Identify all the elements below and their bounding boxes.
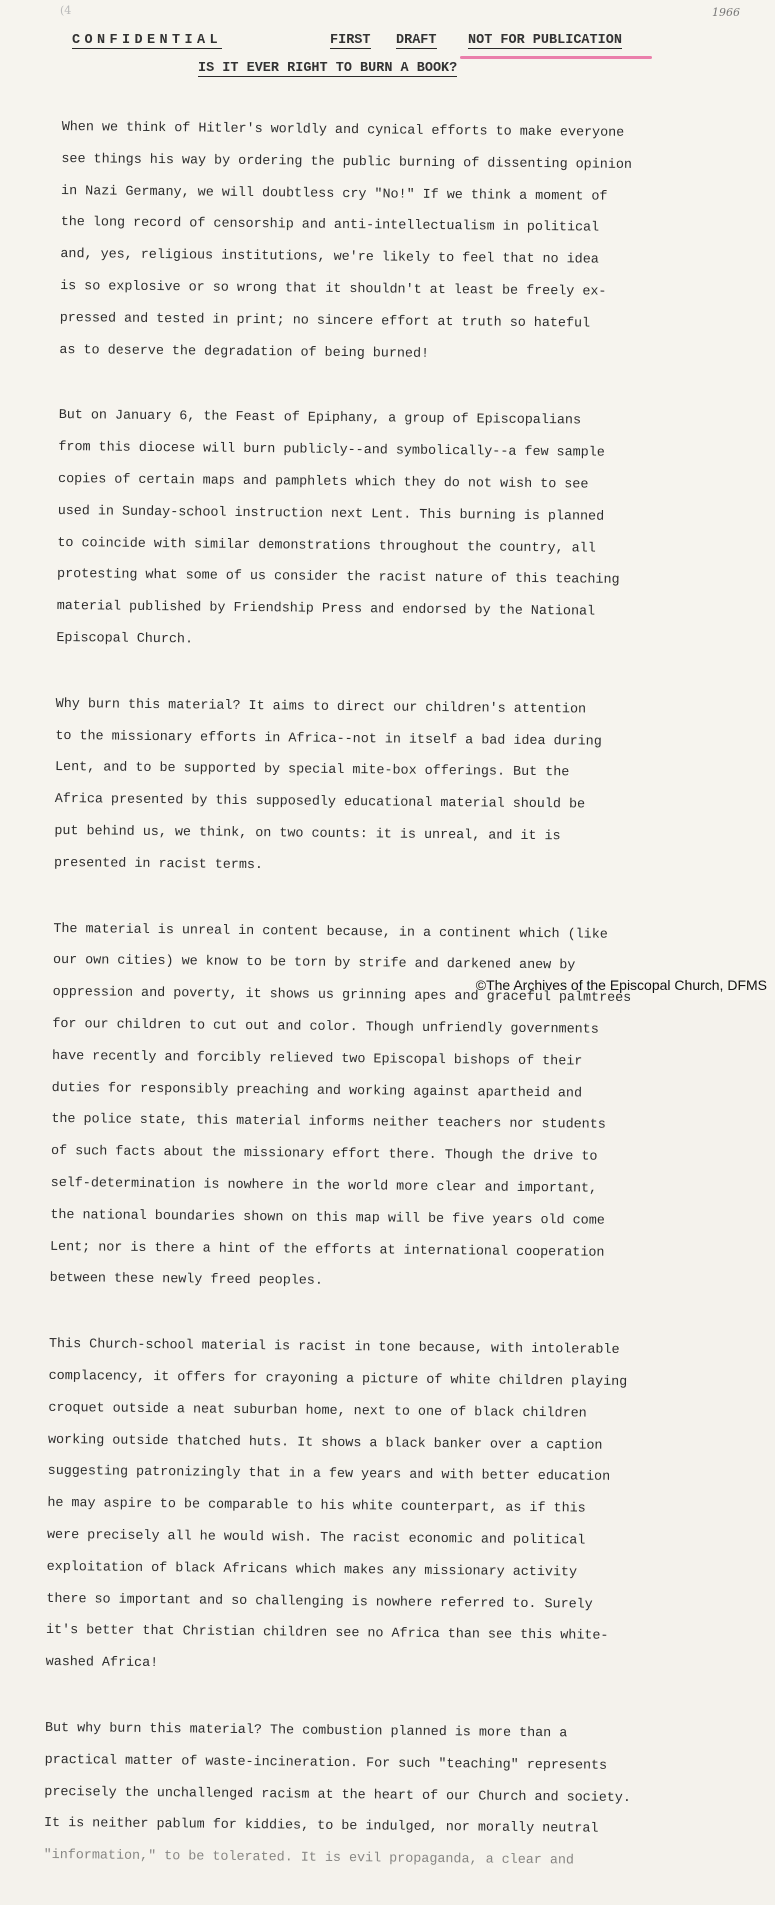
text-line: Africa presented by this supposedly educational material should be [54, 792, 586, 813]
text-line: for our children to cut out and color. Though unfriendly governments [52, 1016, 599, 1038]
paragraph-3 [54, 681, 726, 895]
text-line: "information," to be tolerated. It is evil propaganda, a clear and [43, 1848, 575, 1869]
confidential-label: CONFIDENTIAL [72, 33, 223, 48]
text-line: the national boundaries shown on this map will be five years old come [50, 1207, 605, 1229]
text-line: in Nazi Germany, we will doubtless cry "No!" If we think a moment of [61, 183, 608, 205]
text-line: presented in racist terms. [53, 855, 264, 873]
text-line: pressed and tested in print; no sincere effort at truth so hateful [59, 310, 591, 332]
text-line: have recently and forcibly relieved two Episcopal bishops of their [51, 1048, 583, 1070]
text-line: between these newly freed peoples. [49, 1271, 323, 1290]
text-line: and, yes, religious institutions, we're likely to feel that no idea [60, 247, 599, 268]
handwritten-year-note: 1966 [712, 6, 740, 19]
text-line: the long record of censorship and anti-intellectualism in political [60, 215, 600, 236]
document-header [72, 33, 672, 57]
text-line: to coincide with similar demonstrations throughout the country, all [57, 535, 596, 557]
text-line: of such facts about the missionary effort there. Though the drive to [50, 1144, 598, 1165]
text-line: Lent; nor is there a hint of the efforts at international cooperation [49, 1239, 605, 1261]
text-line: see things his way by ordering the public burning of dissenting opinion [61, 151, 633, 173]
text-line: This Church-school material is racist in tone because, with intolerable [48, 1337, 620, 1359]
text-line: our own cities) we know to be torn by strife and darkened anew by [52, 953, 576, 974]
corner-mark: (4 [60, 4, 72, 17]
paragraph-2 [56, 392, 729, 669]
text-line: The material is unreal in content because, in a continent which (like [53, 921, 608, 943]
paragraph-5 [45, 1321, 719, 1694]
text-line: the police state, this material informs neither teachers nor students [51, 1112, 606, 1134]
text-line: practical matter of waste-incineration. For such "teaching" represents [44, 1752, 608, 1774]
text-line: it's better that Christian children see no Africa than see this white- [45, 1623, 609, 1645]
text-line: copies of certain maps and pamphlets which they do not wish to see [57, 471, 589, 493]
text-line: protesting what some of us consider the racist nature of this teaching [56, 567, 620, 589]
text-line: material published by Friendship Press and endorsed by the National [56, 599, 596, 620]
paragraph-4 [49, 906, 723, 1311]
text-line: he may aspire to be comparable to his white counterpart, as if this [47, 1496, 586, 1517]
text-line: were precisely all he would wish. The racist economic and political [46, 1527, 586, 1549]
text-line: working outside thatched huts. It shows a black banker over a caption [47, 1432, 603, 1454]
text-line: washed Africa! [45, 1655, 159, 1672]
text-line: suggesting patronizingly that in a few years and with better education [47, 1464, 611, 1486]
pink-highlight-mark [460, 56, 652, 59]
text-line: exploitation of black Africans which makes any missionary activity [46, 1559, 578, 1581]
copyright-notice: ©The Archives of the Episcopal Church, DFMS [475, 977, 767, 993]
draft-label: DRAFT [396, 33, 437, 48]
text-line: Lent, and to be supported by special mite-box offerings. But the [54, 760, 570, 781]
text-line: But why burn this material? The combustion planned is more than a [44, 1720, 568, 1742]
text-line: from this diocese will burn publicly--and symbolically--a few sample [58, 440, 605, 461]
text-line: But on January 6, the Feast of Epiphany, a group of Episcopalians [58, 408, 582, 429]
text-line: When we think of Hitler's worldly and cynical efforts to make everyone [61, 119, 625, 141]
text-line: as to deserve the degradation of being burned! [59, 342, 430, 362]
text-line: duties for responsibly preaching and working against apartheid and [51, 1080, 583, 1102]
text-line: to the missionary efforts in Africa--not in itself a bad idea during [55, 728, 602, 750]
text-line: Why burn this material? It aims to direct our children's attention [55, 696, 587, 718]
paragraph-1 [59, 104, 732, 381]
text-line: Episcopal Church. [56, 630, 194, 648]
paragraph-6 [43, 1705, 715, 1887]
text-line: self-determination is nowhere in the world more clear and important, [50, 1175, 598, 1197]
first-label: FIRST [330, 33, 371, 48]
not-for-publication-label: NOT FOR PUBLICATION [468, 33, 622, 48]
text-line: there so important and so challenging is nowhere referred to. Surely [46, 1591, 593, 1613]
document-title: IS IT EVER RIGHT TO BURN A BOOK? [198, 61, 458, 76]
text-line: croquet outside a neat suburban home, next to one of black children [48, 1400, 587, 1422]
text-line: put behind us, we think, on two counts: it is unreal, and it is [54, 823, 561, 845]
text-line: complacency, it offers for crayoning a picture of white children playing [48, 1368, 628, 1390]
document-body [43, 104, 732, 1905]
text-line: precisely the unchallenged racism at the heart of our Church and society. [44, 1784, 631, 1806]
text-line: oppression and poverty, it shows us grinning apes and graceful palmtrees [52, 985, 632, 1007]
text-line: It is neither pablum for kiddies, to be indulged, nor morally neutral [43, 1816, 599, 1838]
text-line: used in Sunday-school instruction next Lent. This burning is planned [57, 503, 605, 525]
text-line: is so explosive or so wrong that it shouldn't at least be freely ex- [60, 278, 607, 300]
